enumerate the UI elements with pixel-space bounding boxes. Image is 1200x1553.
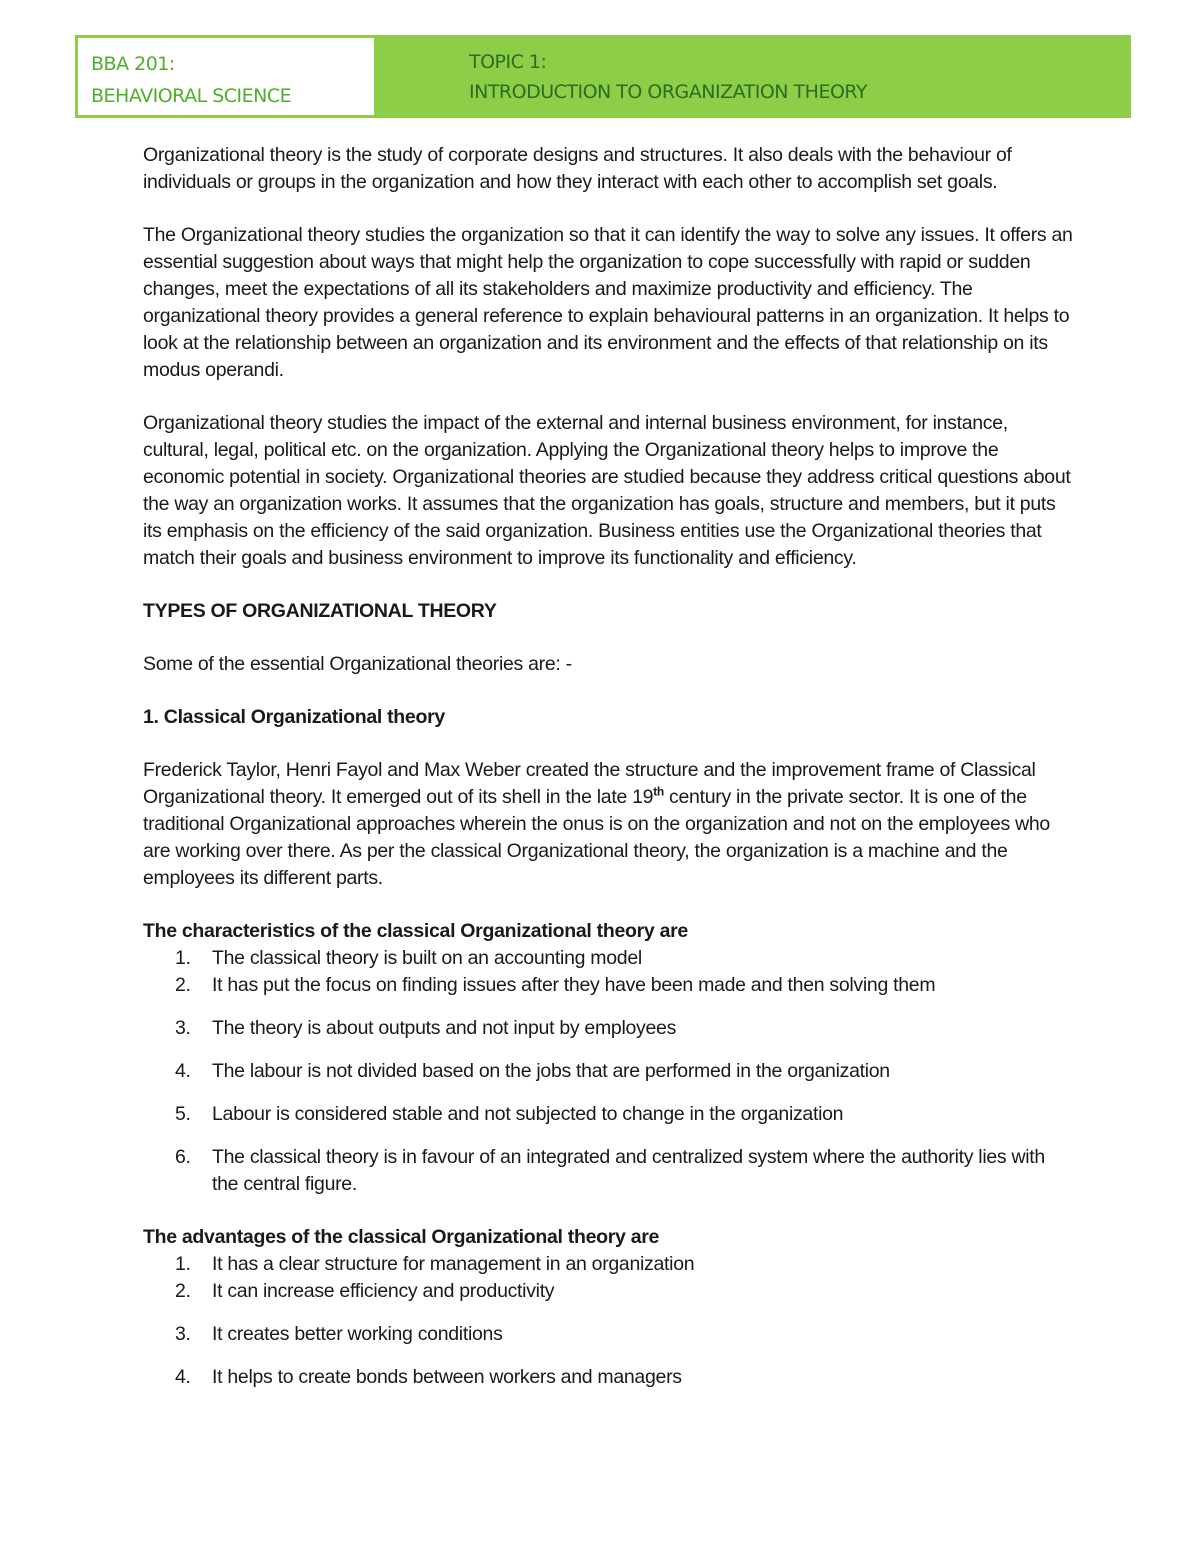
list-item: 4. The labour is not divided based on the jobs that are performed in the organization xyxy=(175,1060,890,1082)
list-item: 1. The classical theory is built on an accounting model xyxy=(175,947,642,969)
classical-text-end: century in the private sector. It is one of the traditional Organizational approaches wherein the onus is on the organization and not on the employees who are working over there. As per the classical Organizational theory, the organization is a machine and the employees its different parts. xyxy=(143,786,1050,889)
topic-title: INTRODUCTION TO ORGANIZATION THEORY xyxy=(469,81,867,103)
document-header xyxy=(75,35,1131,118)
list-item: 6. The classical theory is in favour of an integrated and centralized system where the authority lies with the central figure. xyxy=(175,1146,1045,1195)
advantages-list xyxy=(143,1251,1073,1391)
characteristics-list xyxy=(143,945,1073,1198)
classical-paragraph xyxy=(143,757,1073,892)
types-heading: TYPES OF ORGANIZATIONAL THEORY xyxy=(143,600,497,622)
classical-heading: 1. Classical Organizational theory xyxy=(143,706,445,728)
characteristics-heading: The characteristics of the classical Organizational theory are xyxy=(143,920,688,942)
classical-text-start: Frederick Taylor, Henri Fayol and Max Weber created the structure and the improvement frame of Classical Organizational theory. It emerged out of its shell in the late 19 xyxy=(143,759,1036,808)
course-name: BEHAVIORAL SCIENCE xyxy=(91,85,292,107)
paragraph-purpose: The Organizational theory studies the organization so that it can identify the way to solve any issues. It offers an essential suggestion about ways that might help the organization to cope successfully with rapid or sudden changes, meet the expectations of all its stakeholders and maximize productivity and efficiency. The organizational theory provides a general reference to explain behavioural patterns in an organization. It helps to look at the relationship between an organization and its environment and the effects of that relationship on its modus operandi. xyxy=(143,224,1073,381)
list-item: 3. The theory is about outputs and not input by employees xyxy=(175,1017,677,1039)
paragraph-intro: Organizational theory is the study of corporate designs and structures. It also deals with the behaviour of individuals or groups in the organization and how they interact with each other to accomplish set goals. xyxy=(143,144,1012,193)
advantages-heading: The advantages of the classical Organizational theory are xyxy=(143,1226,660,1248)
list-item: 4. It helps to create bonds between workers and managers xyxy=(175,1366,682,1388)
document-body xyxy=(143,142,1073,1391)
list-item: 3. It creates better working conditions xyxy=(175,1323,503,1345)
list-item: 5. Labour is considered stable and not subjected to change in the organization xyxy=(175,1103,844,1125)
paragraph-impact: Organizational theory studies the impact of the external and internal business environment, for instance, cultural, legal, political etc. on the organization. Applying the Organizational theory helps to improve the economic potential in society. Organizational theories are studied because they address critical questions about the way an organization works. It assumes that the organization has goals, structure and members, but it puts its emphasis on the efficiency of the said organization. Business entities use the Organizational theories that match their goals and business environment to improve its functionality and efficiency. xyxy=(143,412,1071,569)
list-item: 2. It has put the focus on finding issues after they have been made and then solving them xyxy=(175,974,936,996)
topic-box xyxy=(377,35,1131,118)
types-intro: Some of the essential Organizational theories are: - xyxy=(143,653,572,675)
list-item: 2. It can increase efficiency and productivity xyxy=(175,1280,555,1302)
course-box xyxy=(75,35,377,118)
ordinal-superscript: th xyxy=(653,784,664,799)
topic-number: TOPIC 1: xyxy=(469,51,547,73)
course-code: BBA 201: xyxy=(91,53,175,75)
list-item: 1. It has a clear structure for management in an organization xyxy=(175,1253,695,1275)
